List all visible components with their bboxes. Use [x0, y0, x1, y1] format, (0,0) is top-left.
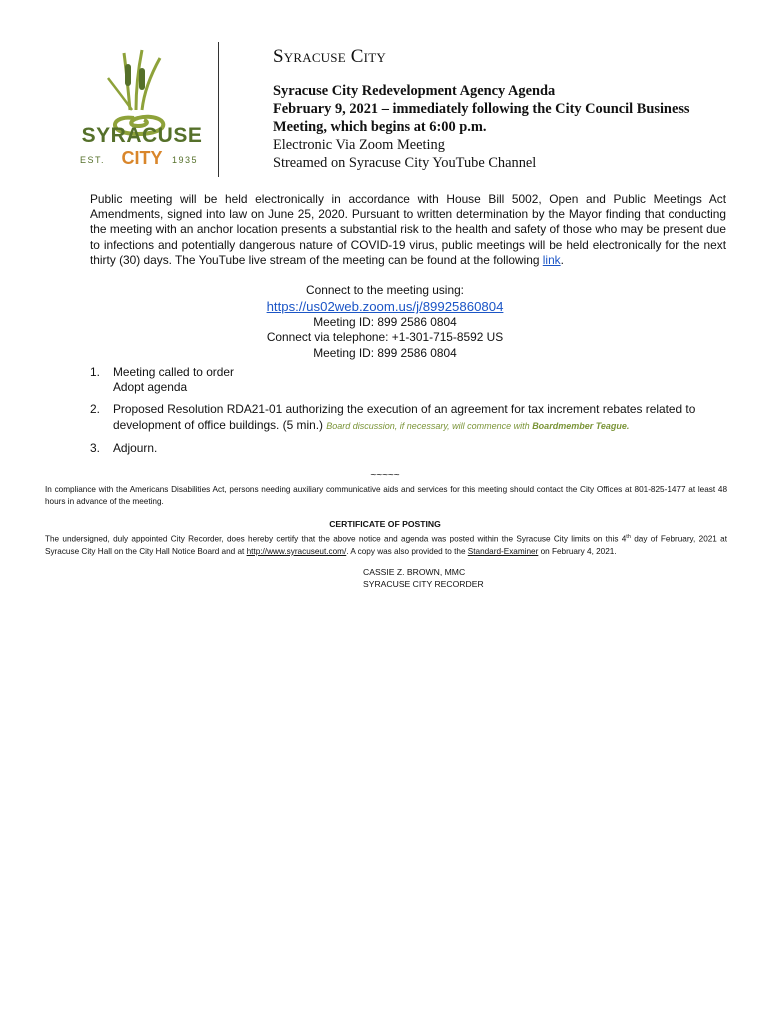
item-text: Meeting called to order: [113, 365, 234, 379]
meeting-id-2: Meeting ID: 899 2586 0804: [313, 345, 457, 360]
connect-info: [90, 283, 680, 361]
syracuse-city-logo: [72, 48, 212, 173]
cattail-icon: [108, 50, 163, 134]
separator-tildes: ~~~~~: [370, 470, 400, 481]
ada-notice: In compliance with the Americans Disabilities Act, persons needing auxiliary communicative aids and services for this meeting should contact the City Offices at 801-825-1477 at least 48 hours in advance of the meeting.: [45, 485, 727, 506]
meeting-id-1: Meeting ID: 899 2586 0804: [313, 315, 457, 330]
zoom-link[interactable]: https://us02web.zoom.us/j/89925860804: [266, 299, 504, 315]
logo-name: SYRACUSE: [81, 124, 203, 147]
item-number: 2.: [90, 402, 100, 417]
city-title: Syracuse City: [273, 46, 386, 67]
list-item: [90, 365, 730, 395]
item-number: 3.: [90, 440, 100, 455]
item-text: Adjourn.: [113, 440, 158, 455]
list-item: [90, 402, 730, 433]
youtube-link[interactable]: link: [542, 252, 561, 267]
header-divider: [218, 42, 219, 177]
item-number: 1.: [90, 365, 100, 379]
certificate-title: CERTIFICATE OF POSTING: [329, 519, 441, 529]
connect-heading: Connect to the meeting using:: [306, 283, 464, 297]
telephone-info: Connect via telephone: +1-301-715-8592 US: [266, 330, 504, 345]
intro-text: Public meeting will be held electronically in accordance with House Bill 5002, Open and Public Meetings Act Amendments, signed into law on June 25, 2020. Pursuant to written determination by the Mayor finding that conducting the meeting with an anchor location presents a substantial risk to the health and safety of those who may be present due to infections and potentially dangerous nature of COVID-19 virus, public meetings will be held electronically for the next thirty (30) days. The YouTube live stream of the meeting can be found at the following: [90, 192, 726, 267]
list-item: [90, 441, 730, 456]
header-line-4: Electronic Via Zoom Meeting: [273, 137, 445, 153]
intro-paragraph: [90, 192, 726, 268]
header-line-3: Meeting, which begins at 6:00 p.m.: [273, 119, 487, 135]
intro-end: .: [560, 252, 564, 267]
item-note-bold: Boardmember Teague.: [532, 420, 630, 431]
certificate-text: The undersigned, duly appointed City Recorder, does hereby certify that the above notice and agenda was posted within the Syracuse City limits on this 4th day of February, 2021 at Syracuse City Hall on the City Hall Notice Board and at http://www.syracuseut.com/. A copy was also provided to the Standard-Examiner on February 4, 2021.: [45, 534, 727, 556]
logo-year: 1935: [172, 155, 199, 165]
item-text: Adopt agenda: [113, 380, 188, 395]
signature-block: [363, 566, 484, 590]
signer-name: CASSIE Z. BROWN, MMC: [363, 567, 466, 577]
header-line-1: Syracuse City Redevelopment Agency Agenda: [273, 83, 556, 99]
item-note: Board discussion, if necessary, will commence with Boardmember Teague.: [326, 420, 630, 431]
signer-title: SYRACUSE CITY RECORDER: [363, 579, 484, 589]
item-text: Proposed Resolution RDA21-01 authorizing the execution of an agreement for tax increment rebates related to development of office buildings. (5 min.): [113, 402, 696, 432]
agenda-header: [273, 46, 743, 172]
syracuse-website-link[interactable]: http://www.syracuseut.com/: [246, 546, 347, 556]
logo-city: CITY: [121, 148, 163, 168]
header-line-5: Streamed on Syracuse City YouTube Channel: [273, 155, 537, 171]
agenda-list: [90, 365, 730, 463]
header-line-2: February 9, 2021 – immediately following the City Council Business: [273, 101, 690, 117]
logo-est: EST.: [80, 155, 106, 165]
newspaper-name: Standard-Examiner: [467, 546, 539, 556]
